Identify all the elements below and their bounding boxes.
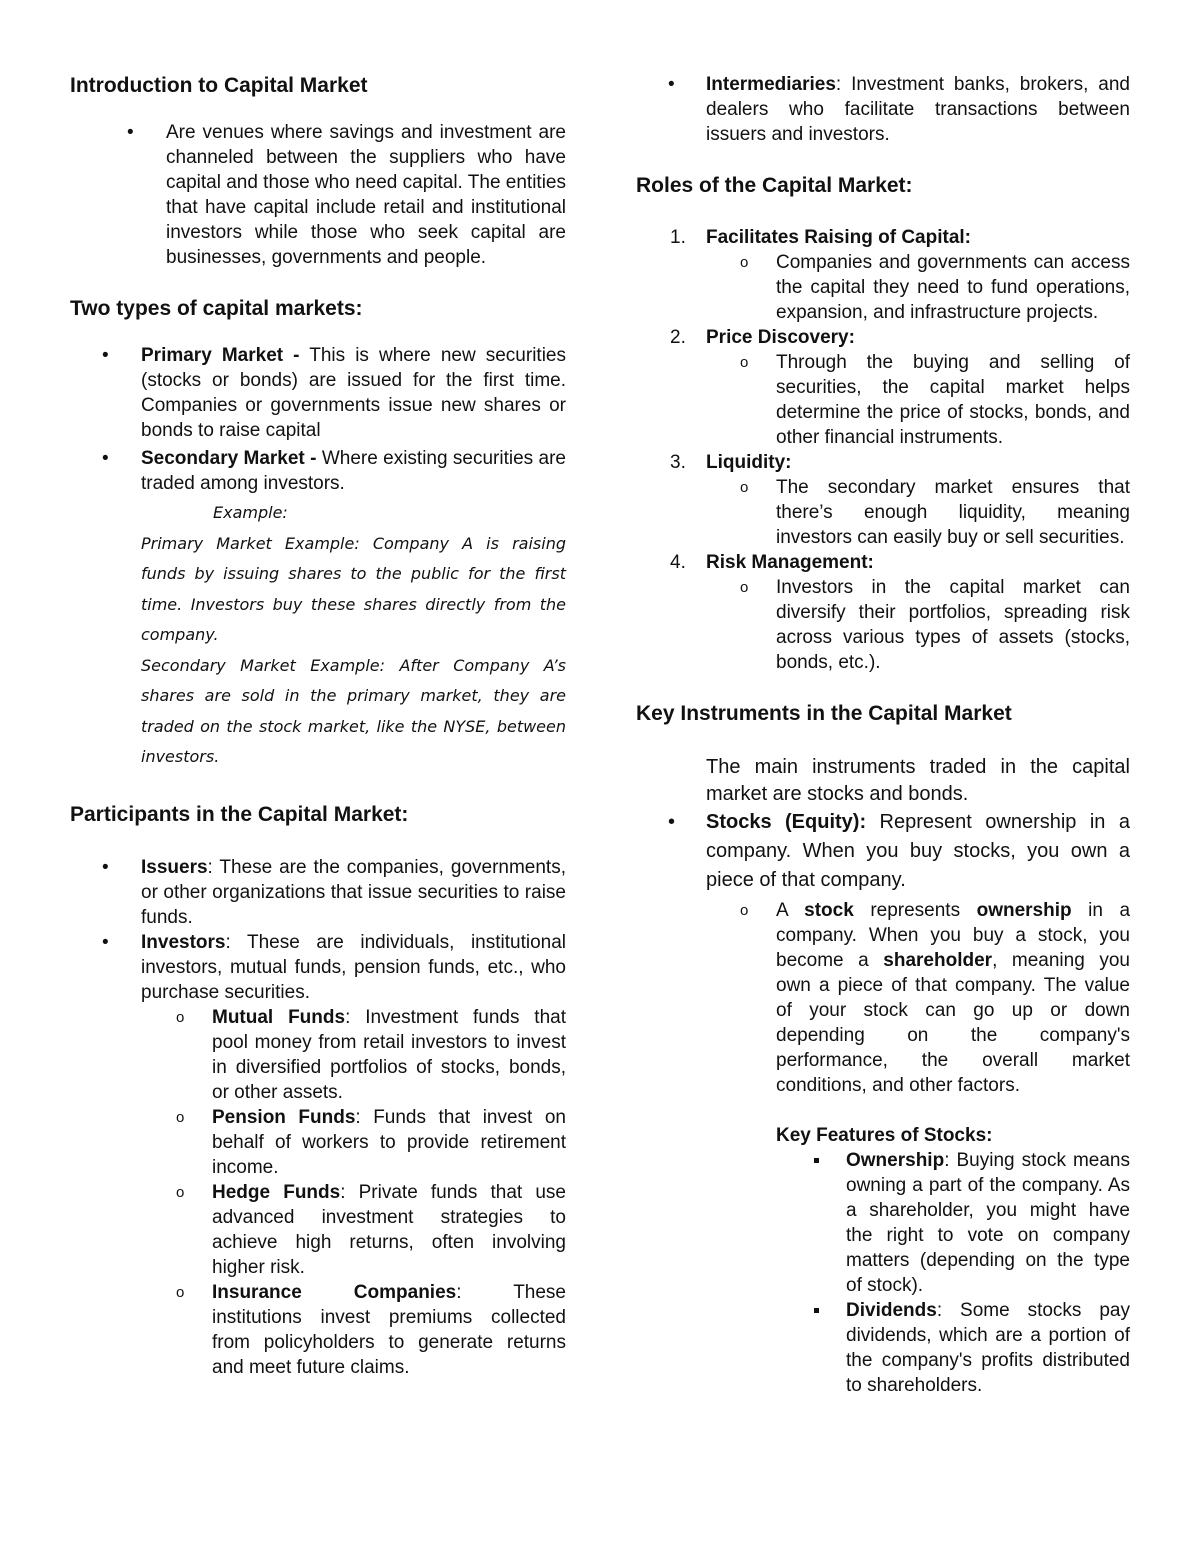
circle-marker: o	[740, 254, 749, 271]
stock-definition	[636, 898, 1130, 1098]
role-desc	[636, 350, 1130, 450]
feature-text: : Buying stock means owning a part of the company. As a shareholder, you might have the right to vote on company matters (depending on the type of stock).	[846, 1150, 1130, 1296]
hedge-funds-text: : Private funds that use advanced investment strategies to achieve high returns, often involving higher risk.	[212, 1181, 566, 1278]
issuers-text: : These are the companies, governments, or other organizations that issue securities to raise funds.	[141, 856, 566, 928]
insurance-companies-item	[70, 1280, 566, 1380]
investors-term: Investors	[141, 931, 226, 953]
role-number: 2.	[670, 327, 686, 348]
stock-def-shareholder: shareholder	[883, 950, 993, 971]
stock-def-ownership: ownership	[976, 900, 1072, 921]
hedge-funds-term: Hedge Funds	[212, 1181, 341, 1203]
intermediaries-term: Intermediaries	[706, 74, 836, 95]
intermediaries-item	[636, 72, 1130, 147]
stock-def-end: , meaning you own a piece of that company. The value of your stock can go up or down depending on the company's performance, the overall market conditions, and other factors.	[776, 950, 1130, 1096]
circle-marker: o	[740, 579, 749, 596]
example-block	[70, 498, 566, 773]
bullet-marker: •	[102, 345, 109, 366]
intro-text: Are venues where savings and investment are channeled between the suppliers who have capital and those who need capital. The entities that have capital include retail and institutional investors while those who seek capital are businesses, governments and people.	[166, 122, 566, 268]
primary-market-item	[70, 343, 566, 443]
right-column	[636, 72, 1130, 1398]
role-item-1	[636, 225, 1130, 325]
circle-marker: o	[740, 479, 749, 496]
circle-marker: o	[176, 1008, 185, 1026]
stock-def-a: A	[776, 900, 805, 921]
insurance-companies-term: Insurance Companies	[212, 1281, 457, 1303]
circle-marker: o	[176, 1183, 185, 1201]
left-column	[70, 72, 566, 1380]
bullet-marker: •	[668, 74, 675, 95]
secondary-market-term: Secondary Market -	[141, 448, 317, 469]
role-term: Facilitates Raising of Capital:	[706, 227, 971, 248]
instruments-section	[636, 754, 1130, 895]
stocks-item	[636, 808, 1130, 895]
role-number: 4.	[670, 552, 686, 573]
role-item-3	[636, 450, 1130, 550]
role-term: Price Discovery:	[706, 327, 855, 348]
role-term: Liquidity:	[706, 452, 792, 473]
feature-dividends	[636, 1298, 1130, 1398]
issuers-term: Issuers	[141, 856, 208, 878]
bullet-marker: •	[668, 811, 676, 833]
secondary-market-item	[70, 446, 566, 496]
role-desc	[636, 250, 1130, 325]
intro-heading: Introduction to Capital Market	[70, 74, 368, 97]
investors-text: : These are individuals, institutional investors, mutual funds, pension funds, etc., who purchase securities.	[141, 931, 566, 1003]
role-desc	[636, 475, 1130, 550]
example-secondary: Secondary Market Example: After Company A’s shares are sold in the primary market, they are traded on the stock market, like the NYSE, between investors.	[141, 655, 566, 766]
role-number: 3.	[670, 452, 686, 473]
types-heading: Two types of capital markets:	[70, 297, 363, 320]
role-term: Risk Management:	[706, 552, 874, 573]
bullet-marker: •	[102, 931, 109, 953]
primary-market-text: This is where new securities (stocks or bonds) are issued for the first time. Companies or governments issue new shares or bonds to raise capital	[141, 345, 566, 441]
insurance-companies-text: : These institutions invest premiums collected from policyholders to generate returns and meet future claims.	[212, 1281, 566, 1378]
circle-marker: o	[740, 902, 749, 919]
circle-marker: o	[740, 354, 749, 371]
feature-text: : Some stocks pay dividends, which are a portion of the company's profits distributed to shareholders.	[846, 1300, 1130, 1396]
pension-funds-item	[70, 1105, 566, 1180]
intro-bullet	[70, 120, 566, 270]
hedge-funds-item	[70, 1180, 566, 1280]
role-desc-text: Through the buying and selling of securities, the capital market helps determine the price of stocks, bonds, and other financial instruments.	[776, 352, 1130, 448]
stocks-term: Stocks (Equity):	[706, 811, 867, 833]
pension-funds-term: Pension Funds	[212, 1106, 356, 1128]
secondary-market-text: Where existing securities are traded among investors.	[141, 448, 566, 494]
instruments-intro: The main instruments traded in the capital market are stocks and bonds.	[706, 756, 1130, 805]
role-desc-text: The secondary market ensures that there’s enough liquidity, meaning investors can easily buy or sell securities.	[776, 477, 1130, 548]
feature-term: Ownership	[846, 1150, 945, 1171]
bullet-marker: •	[127, 122, 134, 143]
stock-def-stock: stock	[804, 900, 854, 921]
stock-def-mid: in a company. When you buy a stock, you become a	[776, 900, 1131, 971]
example-label: Example:	[213, 503, 288, 522]
mutual-funds-item	[70, 1005, 566, 1105]
role-item-4	[636, 550, 1130, 675]
primary-market-term: Primary Market -	[141, 345, 300, 366]
instruments-heading: Key Instruments in the Capital Market	[636, 702, 1012, 725]
feature-term: Dividends	[846, 1300, 937, 1321]
pension-funds-text: : Funds that invest on behalf of workers to provide retirement income.	[212, 1106, 566, 1178]
issuers-item	[70, 855, 566, 930]
role-desc	[636, 575, 1130, 675]
bullet-marker: •	[102, 448, 109, 469]
features-heading: Key Features of Stocks:	[776, 1125, 993, 1146]
stock-def-represents: represents	[853, 900, 977, 921]
investors-item	[70, 930, 566, 1005]
mutual-funds-text: : Investment funds that pool money from retail investors to invest in diversified portfolios of stocks, bonds, or other assets.	[212, 1006, 567, 1103]
circle-marker: o	[176, 1108, 185, 1126]
feature-ownership	[636, 1148, 1130, 1298]
intermediaries-text: : Investment banks, brokers, and dealers who facilitate transactions between issuers and investors.	[706, 74, 1130, 145]
square-bullet-icon	[814, 1308, 819, 1313]
square-bullet-icon	[814, 1158, 819, 1163]
participants-heading: Participants in the Capital Market:	[70, 802, 409, 826]
mutual-funds-term: Mutual Funds	[212, 1006, 346, 1028]
circle-marker: o	[176, 1283, 185, 1301]
role-desc-text: Companies and governments can access the capital they need to fund operations, expansion, and infrastructure projects.	[776, 252, 1130, 323]
bullet-marker: •	[102, 856, 109, 878]
stocks-text: Represent ownership in a company. When you buy stocks, you own a piece of that company.	[706, 811, 1130, 891]
role-number: 1.	[670, 227, 686, 248]
role-item-2	[636, 325, 1130, 450]
example-primary: Primary Market Example: Company A is raising funds by issuing shares to the public for the first time. Investors buy these shares directly from the company.	[141, 533, 566, 644]
role-desc-text: Investors in the capital market can diversify their portfolios, spreading risk across various types of assets (stocks, bonds, etc.).	[776, 577, 1130, 673]
roles-heading: Roles of the Capital Market:	[636, 174, 913, 197]
